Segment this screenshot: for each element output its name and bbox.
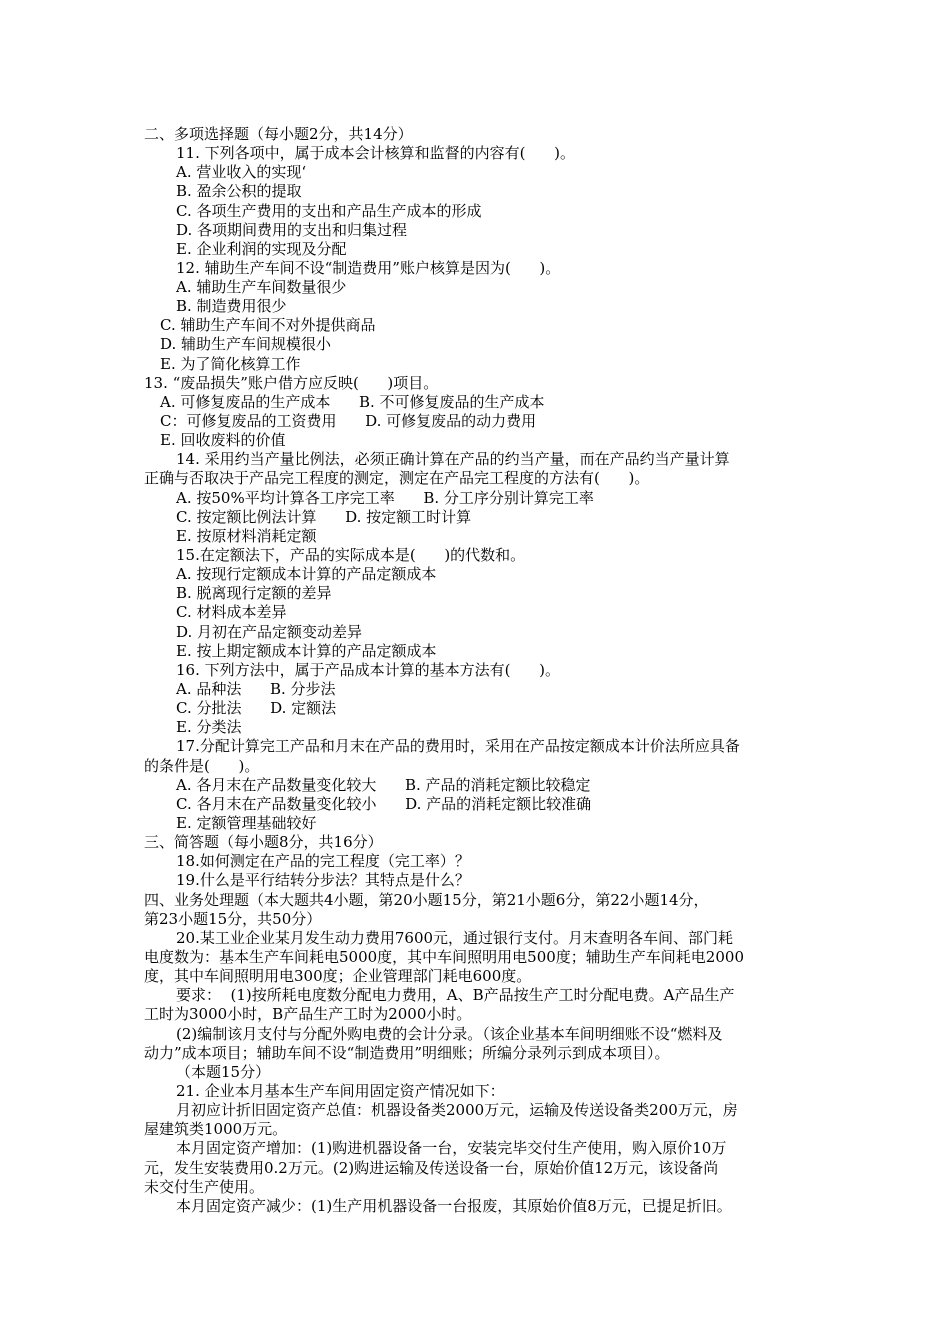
q21-line-4: 本月固定资产增加：(1)购进机器设备一台，安装完毕交付生产使用，购入原价10万	[176, 1139, 727, 1157]
q12-option-b: B. 制造费用很少	[176, 297, 287, 315]
q15-option-e: E. 按上期定额成本计算的产品定额成本	[176, 642, 437, 660]
q12-option-e: E. 为了简化核算工作	[160, 355, 301, 373]
section-4-heading-cont: 第23小题15分，共50分）	[144, 910, 322, 928]
q11-option-c: C. 各项生产费用的支出和产品生产成本的形成	[176, 202, 482, 220]
q16-options-cd: C. 分批法 D. 定额法	[176, 699, 337, 717]
question-19: 19.什么是平行结转分步法？其特点是什么？	[176, 871, 470, 889]
question-20-line-2: 电度数为：基本生产车间耗电5000度，其中车间照明用电500度；辅助生产车间耗电2000	[144, 948, 744, 966]
question-20: 20.某工业企业某月发生动力费用7600元，通过银行支付。月末查明各车间、部门耗	[176, 929, 734, 947]
section-3-heading: 三、简答题（每小题8分，共16分）	[144, 833, 383, 851]
q11-option-a: A. 营业收入的实现‘	[176, 163, 307, 181]
question-20-line-3: 度，其中车间照明用电300度；企业管理部门耗电600度。	[144, 967, 532, 985]
q13-options-ab: A. 可修复废品的生产成本 B. 不可修复废品的生产成本	[160, 393, 545, 411]
question-14-cont: 正确与否取决于产品完工程度的测定，测定在产品完工程度的方法有( )。	[144, 469, 650, 487]
q15-option-b: B. 脱离现行定额的差异	[176, 584, 332, 602]
question-13: 13. “废品损失”账户借方应反映( )项目。	[144, 374, 439, 392]
question-14: 14. 采用约当产量比例法，必须正确计算在产品的约当产量，而在产品约当产量计算	[176, 450, 730, 468]
question-17: 17.分配计算完工产品和月末在产品的费用时，采用在产品按定额成本计价法所应具备	[176, 737, 740, 755]
q15-option-c: C. 材料成本差异	[176, 603, 287, 621]
q17-options-ab: A. 各月末在产品数量变化较大 B. 产品的消耗定额比较稳定	[176, 776, 591, 794]
q15-option-d: D. 月初在产品定额变动差异	[176, 623, 363, 641]
q21-line-7: 本月固定资产减少：(1)生产用机器设备一台报废，其原始价值8万元，已提足折旧。	[176, 1197, 732, 1215]
q21-line-3: 屋建筑类1000万元。	[144, 1120, 288, 1138]
section-2-heading: 二、多项选择题（每小题2分，共14分）	[144, 125, 413, 143]
q21-line-2: 月初应计折旧固定资产总值：机器设备类2000万元，运输及传送设备类200万元，房	[176, 1101, 738, 1119]
q11-option-d: D. 各项期间费用的支出和归集过程	[176, 221, 408, 239]
question-15: 15.在定额法下，产品的实际成本是( )的代数和。	[176, 546, 526, 564]
q13-option-e: E. 回收废料的价值	[160, 431, 286, 449]
q13-options-cd: C：可修复废品的工资费用 D. 可修复废品的动力费用	[160, 412, 537, 430]
q21-line-6: 未交付生产使用。	[144, 1178, 265, 1196]
q12-option-d: D. 辅助生产车间规模很小	[160, 335, 332, 353]
q11-option-e: E. 企业利润的实现及分配	[176, 240, 347, 258]
q21-line-5: 元，发生安装费用0.2万元。(2)购进运输及传送设备一台，原始价值12万元，该设备尚	[144, 1159, 719, 1177]
question-16: 16. 下列方法中，属于产品成本计算的基本方法有( )。	[176, 661, 560, 679]
q20-requirement-2-cont: 动力”成本项目；辅助车间不设“制造费用”明细账；所编分录列示到成本项目）。	[144, 1044, 670, 1062]
q16-option-e: E. 分类法	[176, 718, 242, 736]
q12-option-a: A. 辅助生产车间数量很少	[176, 278, 347, 296]
question-11: 11. 下列各项中，属于成本会计核算和监督的内容有( )。	[176, 144, 575, 162]
q20-score-note: （本题15分）	[176, 1063, 271, 1081]
q11-option-b: B. 盈余公积的提取	[176, 182, 302, 200]
section-4-heading: 四、业务处理题（本大题共4小题，第20小题15分，第21小题6分，第22小题14分，	[144, 891, 709, 909]
q16-options-ab: A. 品种法 B. 分步法	[176, 680, 336, 698]
q17-options-cd: C. 各月末在产品数量变化较小 D. 产品的消耗定额比较准确	[176, 795, 592, 813]
q14-options-ab: A. 按50%平均计算各工序完工率 B. 分工序分别计算完工率	[176, 489, 594, 507]
q17-option-e: E. 定额管理基础较好	[176, 814, 317, 832]
q14-option-e: E. 按原材料消耗定额	[176, 527, 317, 545]
question-18: 18.如何测定在产品的完工程度（完工率）？	[176, 852, 470, 870]
q20-requirement-1-cont: 工时为3000小时，B产品生产工时为2000小时。	[144, 1005, 472, 1023]
q12-option-c: C. 辅助生产车间不对外提供商品	[160, 316, 376, 334]
q14-options-cd: C. 按定额比例法计算 D. 按定额工时计算	[176, 508, 472, 526]
question-17-cont: 的条件是( )。	[144, 757, 260, 775]
q20-requirement-1: 要求： (1)按所耗电度数分配电力费用，A、B产品按生产工时分配电费。A产品生产	[176, 986, 735, 1004]
q20-requirement-2: (2)编制该月支付与分配外购电费的会计分录。（该企业基本车间明细账不设“燃料及	[176, 1025, 723, 1043]
question-12: 12. 辅助生产车间不设“制造费用”账户核算是因为( )。	[176, 259, 561, 277]
question-21: 21. 企业本月基本生产车间用固定资产情况如下：	[176, 1082, 505, 1100]
q15-option-a: A. 按现行定额成本计算的产品定额成本	[176, 565, 437, 583]
